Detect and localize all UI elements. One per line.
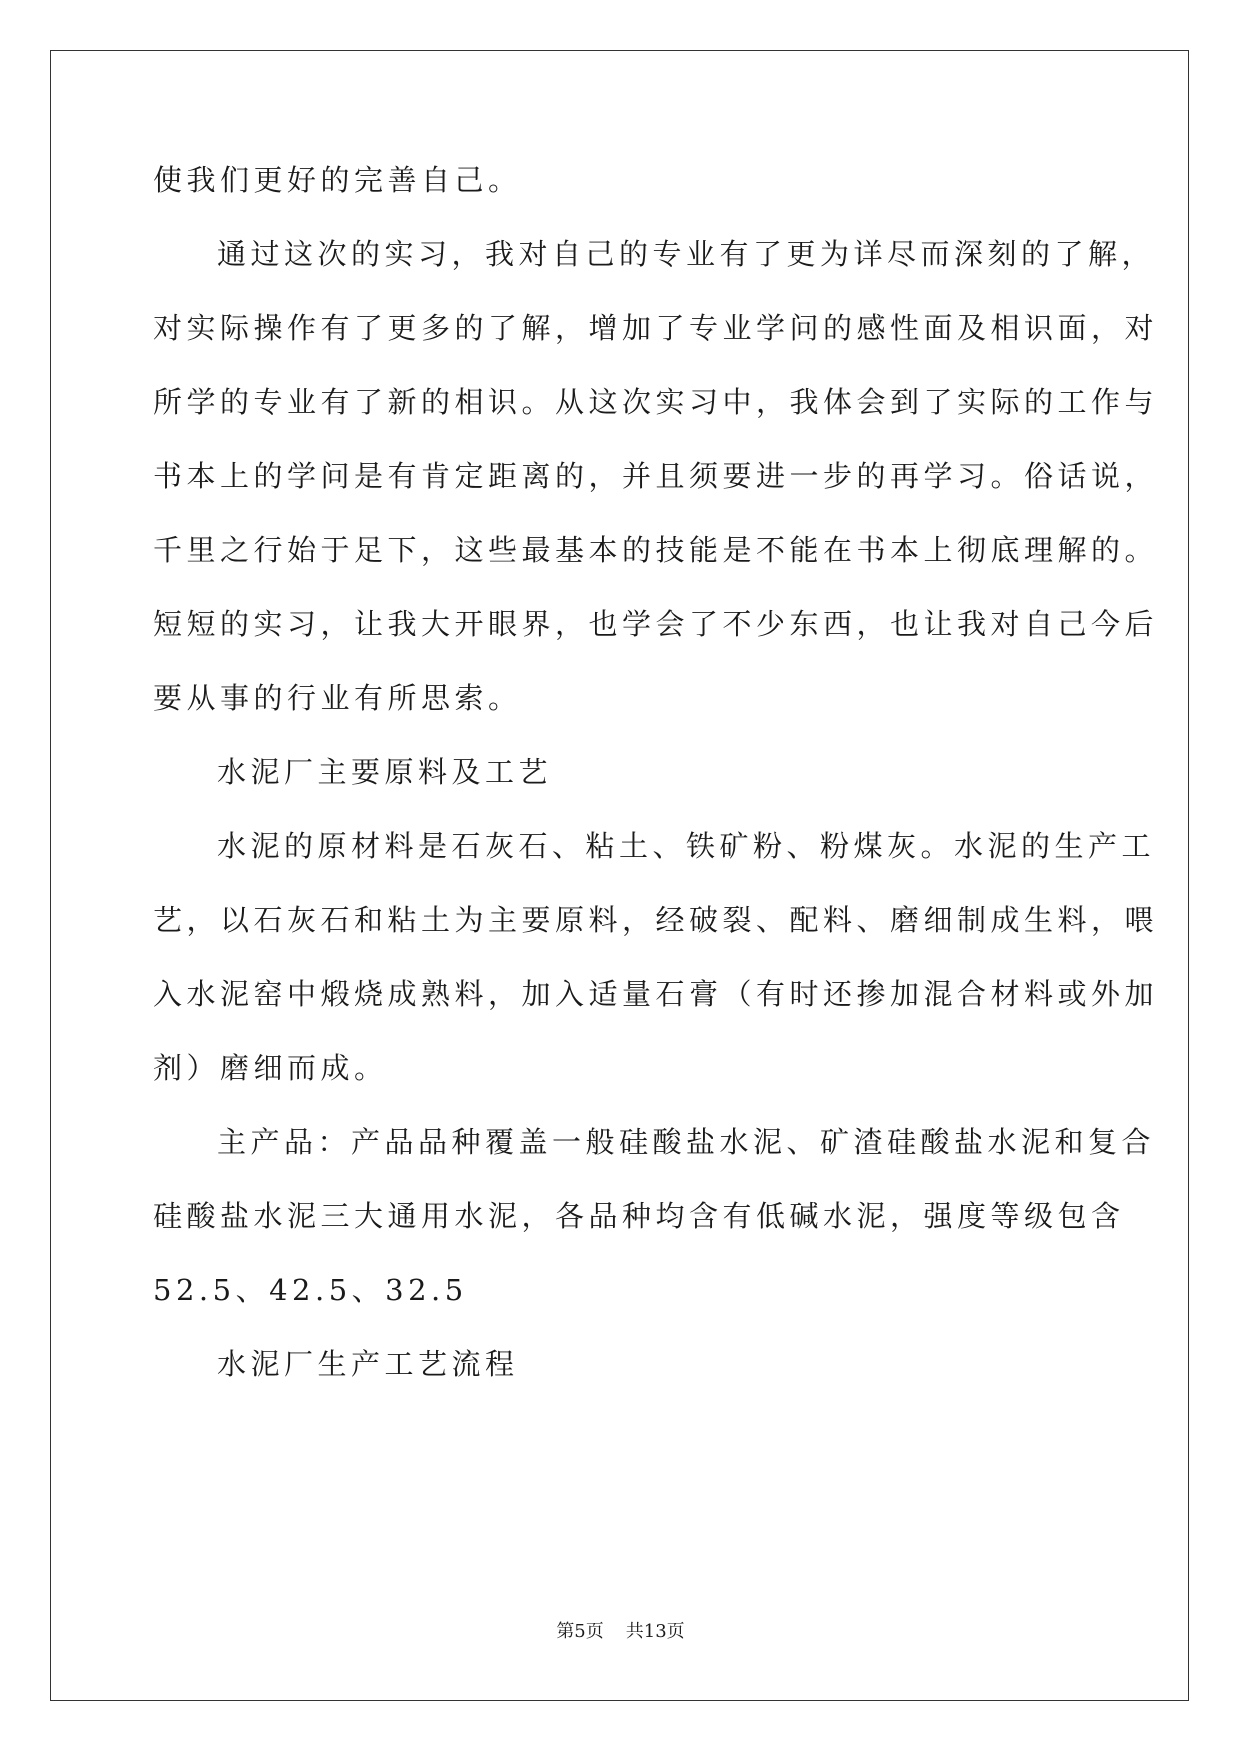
text-line: 书本上的学问是有肯定距离的，并且须要进一步的再学习。俗话说， <box>153 459 1159 493</box>
page-number: 第5页 <box>556 1621 604 1642</box>
text-line: 硅酸盐水泥三大通用水泥，各品种均含有低碱水泥，强度等级包含 <box>153 1199 1125 1233</box>
section-heading: 水泥厂生产工艺流程 <box>217 1347 519 1381</box>
text-line: 短短的实习，让我大开眼界，也学会了不少东西，也让我对自己今后 <box>153 607 1159 641</box>
page-border <box>50 50 1189 1701</box>
paragraph-start-line: 水泥的原材料是石灰石、粘土、铁矿粉、粉煤灰。水泥的生产工 <box>217 829 1156 863</box>
paragraph-start-line: 通过这次的实习，我对自己的专业有了更为详尽而深刻的了解， <box>217 237 1156 271</box>
text-line: 对实际操作有了更多的了解，增加了专业学问的感性面及相识面，对 <box>153 311 1159 345</box>
page-footer <box>0 1620 1241 1644</box>
text-line: 千里之行始于足下，这些最基本的技能是不能在书本上彻底理解的。 <box>153 533 1159 567</box>
page-total: 共13页 <box>625 1621 685 1642</box>
text-line: 52.5、42.5、32.5 <box>153 1273 468 1307</box>
text-line: 艺，以石灰石和粘土为主要原料，经破裂、配料、磨细制成生料，喂 <box>153 903 1159 937</box>
text-line: 要从事的行业有所思索。 <box>153 681 522 715</box>
paragraph-start-line: 主产品：产品品种覆盖一般硅酸盐水泥、矿渣硅酸盐水泥和复合 <box>217 1125 1156 1159</box>
section-heading: 水泥厂主要原料及工艺 <box>217 755 553 789</box>
text-line: 入水泥窑中煅烧成熟料，加入适量石膏（有时还掺加混合材料或外加 <box>153 977 1159 1011</box>
text-line: 剂）磨细而成。 <box>153 1051 388 1085</box>
text-line: 所学的专业有了新的相识。从这次实习中，我体会到了实际的工作与 <box>153 385 1159 419</box>
text-line: 使我们更好的完善自己。 <box>153 163 522 197</box>
